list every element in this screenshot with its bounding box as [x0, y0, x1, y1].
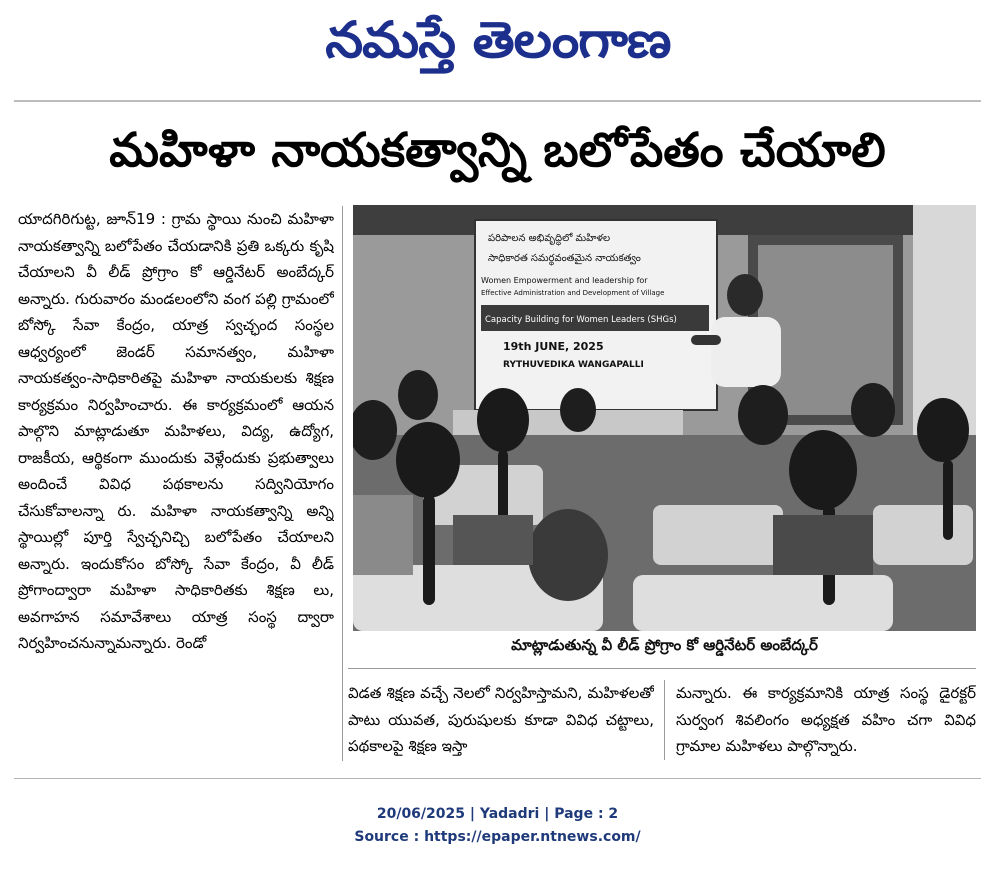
banner-line-7: RYTHUVEDIKA WANGAPALLI	[503, 360, 644, 370]
footer-source: Source : https://epaper.ntnews.com/	[354, 829, 641, 845]
banner-line-6: 19th JUNE, 2025	[503, 340, 604, 353]
footer-dateline: 20/06/2025 | Yadadri | Page : 2	[376, 806, 619, 822]
article-photo	[353, 205, 976, 631]
column-divider	[342, 206, 343, 761]
banner-line-3: Women Empowerment and leadership for	[481, 276, 648, 285]
banner-line-4: Effective Administration and Development of Village	[481, 289, 665, 297]
article-column-right: మన్నారు. ఈ కార్యక్రమానికి యాత్ర సంస్థ డైరక్టర్ సుర్వంగ శివలింగం అధ్యక్షత వహిం చగా వివిధ గ్రామాల మహిళలు పాల్గొన్నారు.	[676, 684, 976, 755]
article-column-middle: విడత శిక్షణ వచ్చే నెలలో నిర్వహిస్తామని, మహిళలతో పాటు యువత, పురుషులకు కూడా వివిధ చట్టాలు, పథకాలపై శిక్షణ ఇస్తా	[348, 684, 654, 755]
newspaper-title: నమస్తే తెలంగాణ	[324, 10, 671, 69]
column-divider	[664, 680, 665, 760]
banner-line-2: సాధికారత సమర్థవంతమైన నాయకత్వం	[488, 253, 641, 264]
bottom-divider	[14, 778, 981, 779]
headline-text: మహిళా నాయకత్వాన్ని బలోపేతం చేయాలి	[109, 123, 886, 178]
banner-line-5: Capacity Building for Women Leaders (SHGs)	[485, 315, 677, 325]
headline	[14, 118, 981, 194]
header-divider	[14, 100, 981, 102]
photo-caption: మాట్లాడుతున్న వీ లీడ్ ప్రోగ్రాం కో ఆర్డినేటర్ అంబేద్కర్	[511, 636, 818, 654]
caption-divider	[348, 668, 976, 669]
photo-illustration	[353, 205, 976, 631]
banner-line-1: పరిపాలన అభివృద్ధిలో మహిళల	[488, 233, 611, 244]
masthead	[0, 6, 995, 86]
article-column-left: యాదగిరిగుట్ట, జూన్19 : గ్రామ స్థాయి నుంచి మహిళా నాయకత్వాన్ని బలోపేతం చేయడానికి ప్రతి ఒక్కరు కృషి చేయాలని వీ లీడ్ ప్రోగ్రాం కో ఆర్డినేటర్ అంబేద్కర్ అన్నారు. గురువారం మండలంలోని వంగ పల్లి గ్రామంలో బోస్కో సేవా కేంద్రం, యాత్ర స్వచ్ఛంద సంస్థల ఆధ్వర్యంలో జెండర్ సమానత్వం, మహిళా నాయకత్వం-సాధికారితపై మహిళా నాయకులకు శిక్షణ కార్యక్రమం నిర్వహించారు. ఈ కార్యక్రమంలో ఆయన పాల్గొని మాట్లాడుతూ మహిళలు, విద్య, ఉద్యోగ, రాజకీయ, ఆర్థికంగా ముందుకు వెళ్లేందుకు ప్రభుత్వాలు అందించే వివిధ పథకాలను సద్వినియోగం చేసుకోవాలన్నా రు. మహిళా నాయకత్వాన్ని అన్ని స్థాయిల్లో పూర్తి స్వేచ్ఛనిచ్చి బలోపేతం చేయాలని అన్నారు. ఇందుకోసం బోస్కో సేవా కేంద్రం, వీ లీడ్ ప్రోగాంద్వారా మహిళా సాధికారితకు శిక్షణ లు, అవగాహన సమావేశాలు యాత్ర సంస్థ ద్వారా నిర్వహించనున్నామన్నారు. రెండో	[18, 210, 334, 652]
